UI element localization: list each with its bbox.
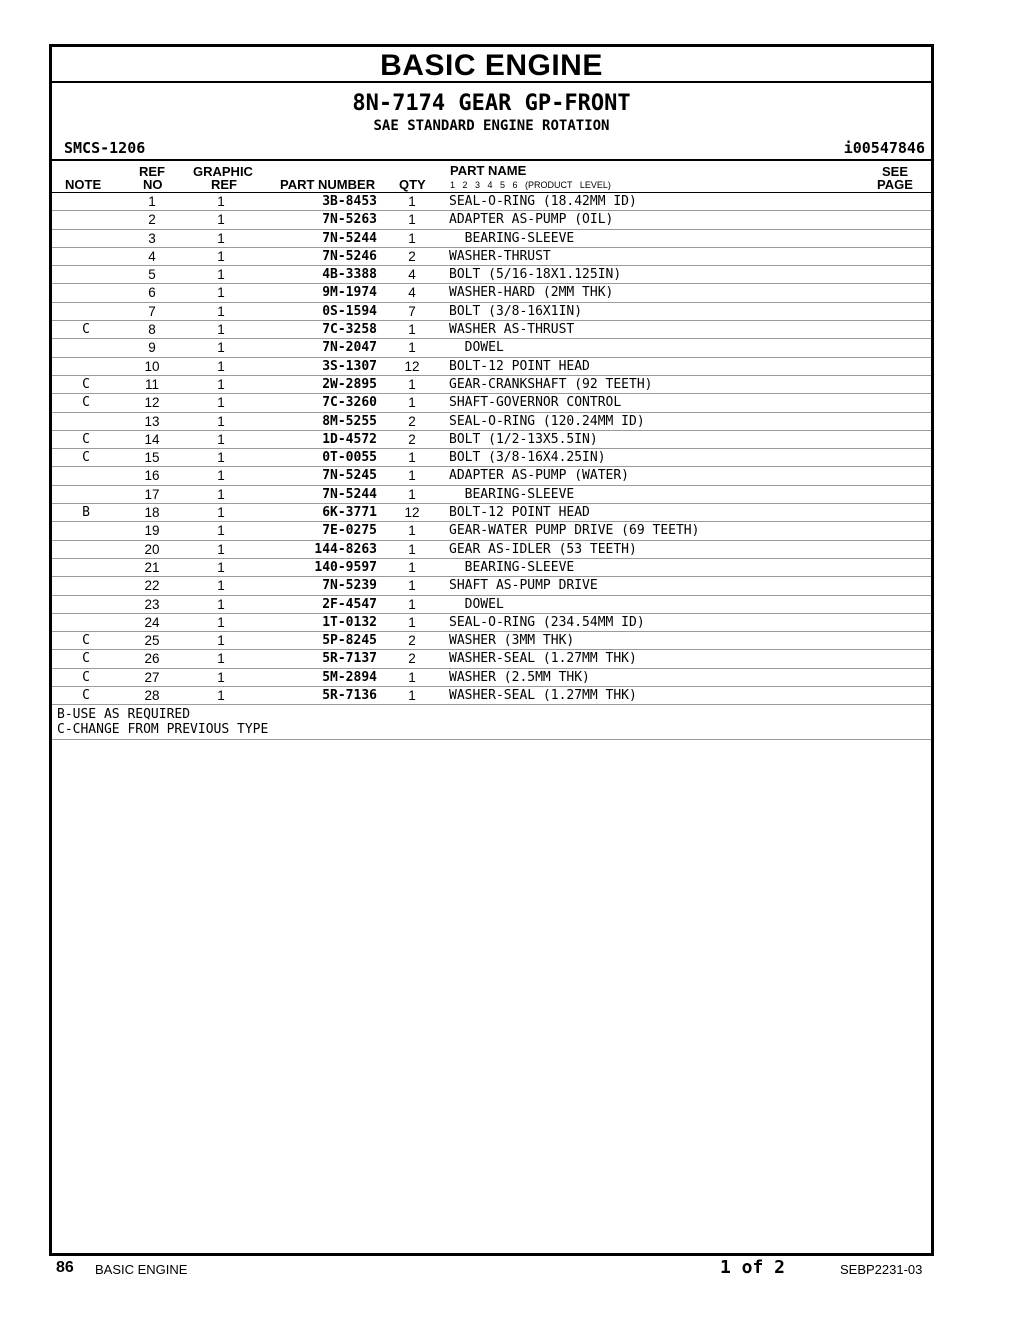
table-row	[52, 687, 931, 705]
row-note: C	[82, 450, 90, 466]
row-part-number: 1D-4572	[322, 431, 377, 447]
table-row	[52, 321, 931, 339]
table-row	[52, 230, 931, 248]
row-graphic-ref: 1	[217, 468, 225, 484]
row-graphic-ref: 1	[217, 395, 225, 411]
row-note: C	[82, 376, 90, 392]
row-part-number: 7N-5244	[322, 230, 377, 246]
row-qty: 7	[408, 303, 416, 319]
row-part-name: WASHER-SEAL (1.27MM THK)	[449, 651, 637, 667]
row-graphic-ref: 1	[217, 523, 225, 539]
group-subtitle: SAE STANDARD ENGINE ROTATION	[373, 118, 610, 134]
row-graphic-ref: 1	[217, 651, 225, 667]
table-row	[52, 339, 931, 357]
table-row	[52, 376, 931, 394]
row-qty: 1	[408, 212, 416, 228]
row-graphic-ref: 1	[217, 596, 225, 612]
row-part-number: 6K-3771	[322, 505, 377, 521]
table-row	[52, 413, 931, 431]
row-graphic-ref: 1	[217, 450, 225, 466]
row-part-name: WASHER-THRUST	[449, 248, 551, 264]
row-qty: 1	[408, 194, 416, 209]
row-graphic-ref: 1	[217, 431, 225, 447]
table-row	[52, 358, 931, 376]
row-part-name: ADAPTER AS-PUMP (OIL)	[449, 212, 614, 228]
col-see-top: SEE	[882, 164, 909, 179]
row-qty: 1	[408, 468, 416, 484]
col-graphic-top: GRAPHIC	[193, 164, 253, 179]
table-row	[52, 486, 931, 504]
row-part-number: 3S-1307	[322, 358, 377, 374]
row-qty: 1	[408, 541, 416, 557]
row-part-number: 5R-7137	[322, 651, 377, 667]
row-ref-no: 11	[144, 376, 159, 392]
row-qty: 1	[408, 450, 416, 466]
col-part-name: PART NAME	[450, 163, 527, 178]
row-part-number: 0S-1594	[322, 303, 377, 319]
row-graphic-ref: 1	[217, 505, 225, 521]
table-row	[52, 632, 931, 650]
row-part-number: 4B-3388	[322, 267, 377, 283]
row-part-number: 7N-5244	[322, 486, 377, 502]
row-qty: 2	[408, 431, 416, 447]
row-qty: 2	[408, 651, 416, 667]
row-ref-no: 13	[144, 413, 160, 429]
row-graphic-ref: 1	[217, 248, 225, 264]
row-qty: 1	[408, 559, 416, 575]
row-part-number: 2F-4547	[322, 596, 377, 612]
illustration-id: i00547846	[843, 139, 925, 157]
note-b: B-USE AS REQUIRED	[57, 707, 191, 723]
section-title: BASIC ENGINE	[52, 47, 931, 83]
row-part-name: GEAR-CRANKSHAFT (92 TEETH)	[449, 376, 653, 392]
row-part-name: SHAFT-GOVERNOR CONTROL	[449, 395, 622, 411]
row-part-number: 7N-5245	[322, 468, 377, 484]
row-part-name: DOWEL	[449, 340, 504, 356]
row-part-name: GEAR AS-IDLER (53 TEETH)	[449, 541, 637, 557]
footer-section: BASIC ENGINE	[95, 1262, 188, 1277]
row-ref-no: 24	[144, 614, 160, 630]
row-part-name: SEAL-O-RING (18.42MM ID)	[449, 194, 637, 209]
row-part-name: WASHER (3MM THK)	[449, 633, 575, 649]
row-part-name: DOWEL	[449, 596, 504, 612]
row-ref-no: 18	[144, 505, 160, 521]
row-part-number: 5R-7136	[322, 688, 377, 704]
smcs-code: SMCS-1206	[64, 139, 146, 157]
row-graphic-ref: 1	[217, 486, 225, 502]
row-ref-no: 1	[148, 194, 156, 209]
table-row	[52, 284, 931, 302]
row-ref-no: 19	[144, 523, 160, 539]
table-row	[52, 394, 931, 412]
row-qty: 1	[408, 340, 416, 356]
row-qty: 1	[408, 614, 416, 630]
row-part-name: BEARING-SLEEVE	[449, 559, 575, 575]
row-part-number: 8M-5255	[322, 413, 377, 429]
row-part-number: 1T-0132	[322, 614, 377, 630]
row-ref-no: 7	[148, 303, 156, 319]
row-graphic-ref: 1	[217, 285, 225, 301]
row-note: C	[82, 322, 90, 338]
row-graphic-ref: 1	[217, 688, 225, 704]
table-row	[52, 596, 931, 614]
row-part-name: WASHER-SEAL (1.27MM THK)	[449, 688, 637, 704]
table-row	[52, 650, 931, 668]
group-title: 8N-7174 GEAR GP-FRONT	[352, 91, 631, 116]
row-ref-no: 15	[144, 450, 160, 466]
footer-publication: SEBP2231-03	[840, 1262, 923, 1277]
identifier-row	[52, 137, 931, 161]
row-ref-no: 28	[144, 688, 160, 704]
row-qty: 12	[404, 358, 420, 374]
row-graphic-ref: 1	[217, 303, 225, 319]
col-ref-top: REF	[139, 164, 165, 179]
table-row	[52, 541, 931, 559]
table-row	[52, 577, 931, 595]
row-graphic-ref: 1	[217, 322, 225, 338]
table-row	[52, 266, 931, 284]
row-graphic-ref: 1	[217, 194, 225, 209]
parts-table-body	[52, 193, 931, 705]
row-ref-no: 14	[144, 431, 160, 447]
row-part-number: 144-8263	[314, 541, 377, 557]
row-part-name: BOLT-12 POINT HEAD	[449, 358, 590, 374]
row-part-number: 9M-1974	[322, 285, 377, 301]
row-qty: 1	[408, 230, 416, 246]
row-graphic-ref: 1	[217, 212, 225, 228]
row-note: C	[82, 651, 90, 667]
row-part-name: BOLT-12 POINT HEAD	[449, 505, 590, 521]
table-row	[52, 669, 931, 687]
row-part-number: 5P-8245	[322, 633, 377, 649]
row-ref-no: 3	[148, 230, 156, 246]
row-qty: 1	[408, 486, 416, 502]
row-graphic-ref: 1	[217, 413, 225, 429]
row-part-number: 2W-2895	[322, 376, 377, 392]
row-qty: 1	[408, 578, 416, 594]
row-qty: 4	[408, 285, 416, 301]
row-ref-no: 17	[144, 486, 160, 502]
row-qty: 4	[408, 267, 416, 283]
notes-block	[52, 705, 931, 740]
row-qty: 1	[408, 523, 416, 539]
row-ref-no: 23	[144, 596, 160, 612]
row-part-number: 7C-3258	[322, 322, 377, 338]
row-part-name: ADAPTER AS-PUMP (WATER)	[449, 468, 630, 484]
row-qty: 1	[408, 376, 416, 392]
row-ref-no: 9	[148, 340, 156, 356]
row-ref-no: 20	[144, 541, 160, 557]
table-row	[52, 431, 931, 449]
row-part-name: SEAL-O-RING (234.54MM ID)	[449, 614, 645, 630]
row-graphic-ref: 1	[217, 358, 225, 374]
page-footer	[0, 1257, 1020, 1287]
row-graphic-ref: 1	[217, 230, 225, 246]
row-qty: 1	[408, 395, 416, 411]
row-part-name: BEARING-SLEEVE	[449, 230, 575, 246]
row-ref-no: 10	[144, 358, 160, 374]
row-part-number: 0T-0055	[322, 450, 377, 466]
row-qty: 2	[408, 248, 416, 264]
col-qty: QTY	[399, 177, 426, 192]
col-product-levels: 1 2 3 4 5 6 (PRODUCT LEVEL)	[450, 180, 611, 190]
row-qty: 1	[408, 669, 416, 685]
row-note: C	[82, 633, 90, 649]
row-qty: 1	[408, 688, 416, 704]
note-c: C-CHANGE FROM PREVIOUS TYPE	[57, 722, 269, 738]
row-part-name: WASHER AS-THRUST	[449, 322, 575, 338]
table-row	[52, 449, 931, 467]
table-header	[52, 161, 931, 193]
row-part-name: BOLT (3/8-16X1IN)	[449, 303, 583, 319]
table-row	[52, 467, 931, 485]
row-part-name: GEAR-WATER PUMP DRIVE (69 TEETH)	[449, 523, 700, 539]
row-qty: 1	[408, 322, 416, 338]
row-part-number: 7E-0275	[322, 523, 377, 539]
footer-sheet: 1 of 2	[720, 1257, 786, 1278]
row-part-name: BEARING-SLEEVE	[449, 486, 575, 502]
row-graphic-ref: 1	[217, 541, 225, 557]
row-note: C	[82, 395, 90, 411]
row-qty: 2	[408, 633, 416, 649]
row-qty: 12	[404, 505, 420, 521]
row-part-name: WASHER (2.5MM THK)	[449, 669, 590, 685]
row-part-number: 7C-3260	[322, 395, 377, 411]
col-part-number: PART NUMBER	[280, 177, 376, 192]
row-part-name: BOLT (5/16-18X1.125IN)	[449, 267, 622, 283]
parts-page-frame	[49, 44, 934, 1256]
row-ref-no: 27	[144, 669, 160, 685]
row-part-number: 7N-5246	[322, 248, 377, 264]
table-row	[52, 504, 931, 522]
table-row	[52, 614, 931, 632]
row-ref-no: 22	[144, 578, 160, 594]
row-ref-no: 12	[144, 395, 160, 411]
row-ref-no: 16	[144, 468, 160, 484]
row-ref-no: 8	[148, 322, 156, 338]
row-ref-no: 2	[148, 212, 156, 228]
row-graphic-ref: 1	[217, 267, 225, 283]
row-part-number: 5M-2894	[322, 669, 377, 685]
table-row	[52, 248, 931, 266]
row-note: C	[82, 688, 90, 704]
table-row	[52, 303, 931, 321]
row-graphic-ref: 1	[217, 578, 225, 594]
row-graphic-ref: 1	[217, 614, 225, 630]
row-qty: 1	[408, 596, 416, 612]
row-graphic-ref: 1	[217, 633, 225, 649]
row-graphic-ref: 1	[217, 559, 225, 575]
row-part-number: 7N-2047	[322, 340, 377, 356]
row-part-name: BOLT (1/2-13X5.5IN)	[449, 431, 598, 447]
row-part-name: WASHER-HARD (2MM THK)	[449, 285, 614, 301]
row-ref-no: 6	[148, 285, 156, 301]
row-note: C	[82, 431, 90, 447]
row-graphic-ref: 1	[217, 340, 225, 356]
footer-page-number: 86	[56, 1259, 74, 1276]
row-ref-no: 5	[148, 267, 156, 283]
row-graphic-ref: 1	[217, 376, 225, 392]
row-part-number: 7N-5239	[322, 578, 377, 594]
row-qty: 2	[408, 413, 416, 429]
col-ref-bottom: NO	[143, 177, 163, 192]
row-part-name: SEAL-O-RING (120.24MM ID)	[449, 413, 645, 429]
col-graphic-bottom: REF	[211, 177, 237, 192]
col-note: NOTE	[65, 177, 102, 192]
row-note: C	[82, 669, 90, 685]
row-part-number: 140-9597	[314, 559, 377, 575]
row-note: B	[82, 505, 90, 521]
row-ref-no: 21	[144, 559, 160, 575]
table-row	[52, 522, 931, 540]
row-part-number: 7N-5263	[322, 212, 377, 228]
row-part-number: 3B-8453	[322, 194, 377, 209]
row-part-name: BOLT (3/8-16X4.25IN)	[449, 450, 606, 466]
row-graphic-ref: 1	[217, 669, 225, 685]
col-see-bottom: PAGE	[877, 177, 913, 192]
table-row	[52, 193, 931, 211]
row-ref-no: 4	[148, 248, 156, 264]
table-row	[52, 211, 931, 229]
row-ref-no: 26	[144, 651, 160, 667]
table-row	[52, 559, 931, 577]
row-part-name: SHAFT AS-PUMP DRIVE	[449, 578, 598, 594]
row-ref-no: 25	[144, 633, 160, 649]
